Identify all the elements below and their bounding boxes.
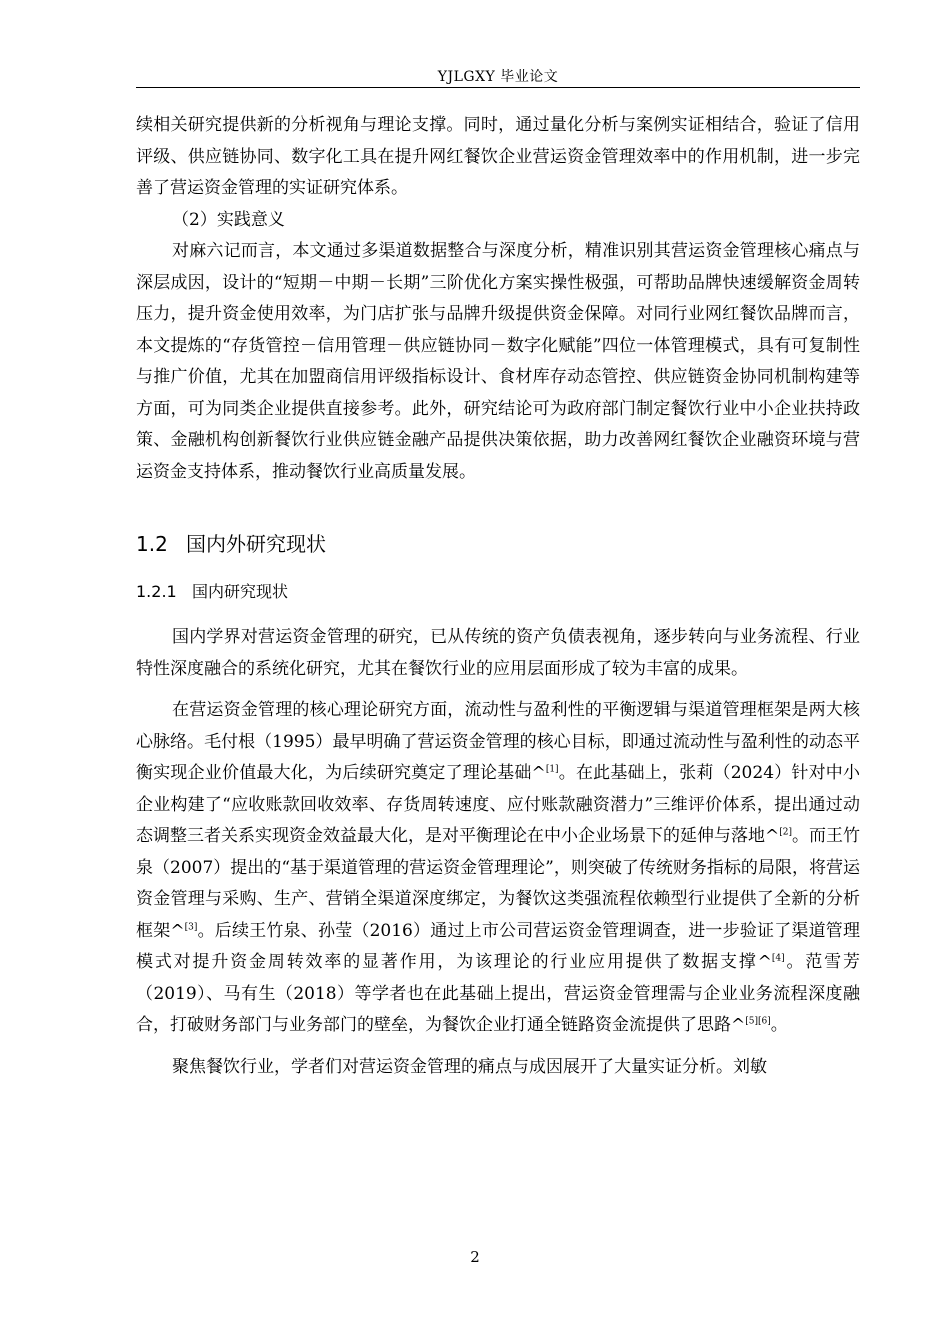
section-heading (136, 528, 860, 557)
page-body (136, 110, 860, 1083)
text-run: 在营运资金管理的核心理论研究方面，流动性与盈利性的平衡逻辑与渠道管理框架是两大核心脉络。毛付根（1995）最早明确了营运资金管理的核心目标，即通过流动性与盈利性的动态平衡实现企业价值最大化，为后续研究奠定了理论基础^ (136, 700, 860, 783)
paragraph-core-theory (136, 695, 860, 1042)
running-header: YJLGXY 毕业论文 (437, 69, 559, 85)
citation-5-6: [5][6] (745, 1016, 771, 1027)
paragraph-theoretical-significance-end: 续相关研究提供新的分析视角与理论支撑。同时，通过量化分析与案例实证相结合，验证了信用评级、供应链协同、数字化工具在提升网红餐饮企业营运资金管理效率中的作用机制，进一步完善了营运资金管理的实证研究体系。 (136, 115, 860, 198)
text-run: 。而王竹泉（2007）提出的“基于渠道管理的营运资金管理理论”，则突破了传统财务指标的局限，将营运资金管理与采购、生产、营销全渠道深度绑定，为餐饮这类强流程依赖型行业提供了全新的分析框架^ (136, 826, 860, 941)
citation-3: [3] (184, 921, 198, 932)
subheading-practical-significance: （2）实践意义 (172, 209, 285, 230)
subsection-title: 国内研究现状 (192, 582, 289, 601)
citation-1: [1] (545, 764, 559, 775)
subsection-heading (136, 579, 860, 602)
section-title: 国内外研究现状 (186, 532, 326, 556)
citation-2: [2] (779, 827, 792, 838)
header-rule (136, 87, 860, 88)
text-run: 。后续王竹泉、孙莹（2016）通过上市公司营运资金管理调查，进一步验证了渠道管理模式对提升资金周转效率的显著作用，为该理论的行业应用提供了数据支撑^ (136, 920, 861, 972)
paragraph-catering-industry: 聚焦餐饮行业，学者们对营运资金管理的痛点与成因展开了大量实证分析。刘敏 (172, 1056, 767, 1077)
page-number: 2 (470, 1248, 480, 1266)
paragraph-practical-significance: 对麻六记而言，本文通过多渠道数据整合与深度分析，精准识别其营运资金管理核心痛点与深层成因，设计的“短期－中期－长期”三阶优化方案实操性极强，可帮助品牌快速缓解资金周转压力，提升资金使用效率，为门店扩张与品牌升级提供资金保障。对同行业网红餐饮品牌而言，本文提炼的“存货管控－信用管理－供应链协同－数字化赋能”四位一体管理模式，具有可复制性与推广价值，尤其在加盟商信用评级指标设计、食材库存动态管控、供应链资金协同机制构建等方面，可为同类企业提供直接参考。此外，研究结论可为政府部门制定餐饮行业中小企业扶持政策、金融机构创新餐饮行业供应链金融产品提供决策依据，助力改善网红餐饮企业融资环境与营运资金支持体系，推动餐饮行业高质量发展。 (136, 241, 860, 482)
paragraph-domestic-overview: 国内学界对营运资金管理的研究，已从传统的资产负债表视角，逐步转向与业务流程、行业特性深度融合的系统化研究，尤其在餐饮行业的应用层面形成了较为丰富的成果。 (136, 627, 860, 679)
section-number: 1.2 (136, 532, 168, 556)
citation-4: [4] (771, 953, 785, 964)
subsection-number: 1.2.1 (136, 582, 177, 601)
text-run: 。 (770, 1015, 788, 1035)
text-run: 。在此基础上，张莉（2024）针对中小企业构建了“应收账款回收效率、存货周转速度、应付账款融资潜力”三维评价体系，提出通过动态调整三者关系实现资金效益最大化，是对平衡理论在中小企业场景下的延伸与落地^ (136, 763, 860, 846)
text-run: 。范雪芳（2019）、马有生（2018）等学者也在此基础上提出，营运资金管理需与企业业务流程深度融合，打破财务部门与业务部门的壁垒，为餐饮企业打通全链路资金流提供了思路^ (136, 952, 861, 1035)
